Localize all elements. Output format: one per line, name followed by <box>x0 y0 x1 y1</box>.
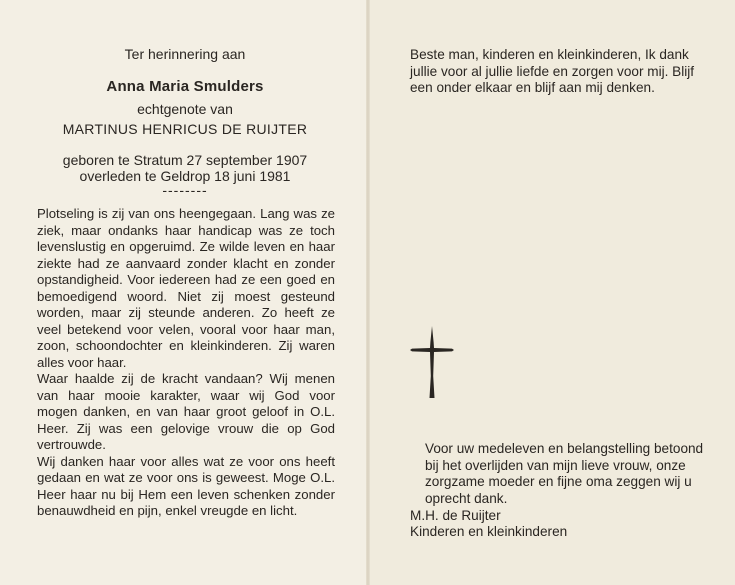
separator: -------- <box>162 182 208 198</box>
paragraph-2: Waar haalde zij de kracht vandaan? Wij menen van haar mooie karakter, waar wij God voor mogen danken, en van haar groot geloof in O.L. Heer. Zij was een gelovige vrouw die op God vertrouwde. <box>37 371 335 452</box>
death-line: overleden te Geldrop 18 juni 1981 <box>79 168 291 184</box>
memorial-text <box>37 206 335 520</box>
signer-family: Kinderen en kleinkinderen <box>410 524 568 539</box>
spouse-name: MARTINUS HENRICUS DE RUIJTER <box>62 121 308 137</box>
spouse-label: echtgenote van <box>137 101 233 117</box>
intro-text: Ter herinnering aan <box>124 46 246 62</box>
paragraph-1: Plotseling is zij van ons heengegaan. Lang was ze ziek, maar ondanks haar handicap was ze toch levenslustig en opgeruimd. Ze wilde leven en haar ziekte had ze aanvaard zonder klacht en zonder opstandigheid. Voor iedereen had ze een goed en bemoedigend woord. Niet zij moest gesteund worden, maar zij steunde anderen. Zo heeft ze veel betekend voor velen, vooral voor haar man, zoon, schoondochter en kleinkinderen. Zij waren alles voor haar. <box>37 206 335 370</box>
thanks-text: Voor uw medeleven en belangstelling betoond bij het overlijden van mijn lieve vrouw, onze zorgzame moeder en fijne oma zeggen wij u oprecht dank. <box>425 441 704 506</box>
latin-cross-icon <box>410 326 454 398</box>
signer-husband: M.H. de Ruijter <box>410 508 501 523</box>
deceased-name: Anna Maria Smulders <box>106 78 264 95</box>
birth-line: geboren te Stratum 27 september 1907 <box>62 152 308 168</box>
greeting-text: Beste man, kinderen en kleinkinderen, Ik dank jullie voor al jullie liefde en zorgen voor mij. Blijf een onder elkaar en blijf aan mij denken. <box>410 47 695 95</box>
paragraph-3: Wij danken haar voor alles wat ze voor ons heeft gedaan en wat ze voor ons is geweest. Moge O.L. Heer haar nu bij Hem een leven schenken zonder benauwdheid en pijn, enkel vreugde en licht. <box>37 453 335 518</box>
